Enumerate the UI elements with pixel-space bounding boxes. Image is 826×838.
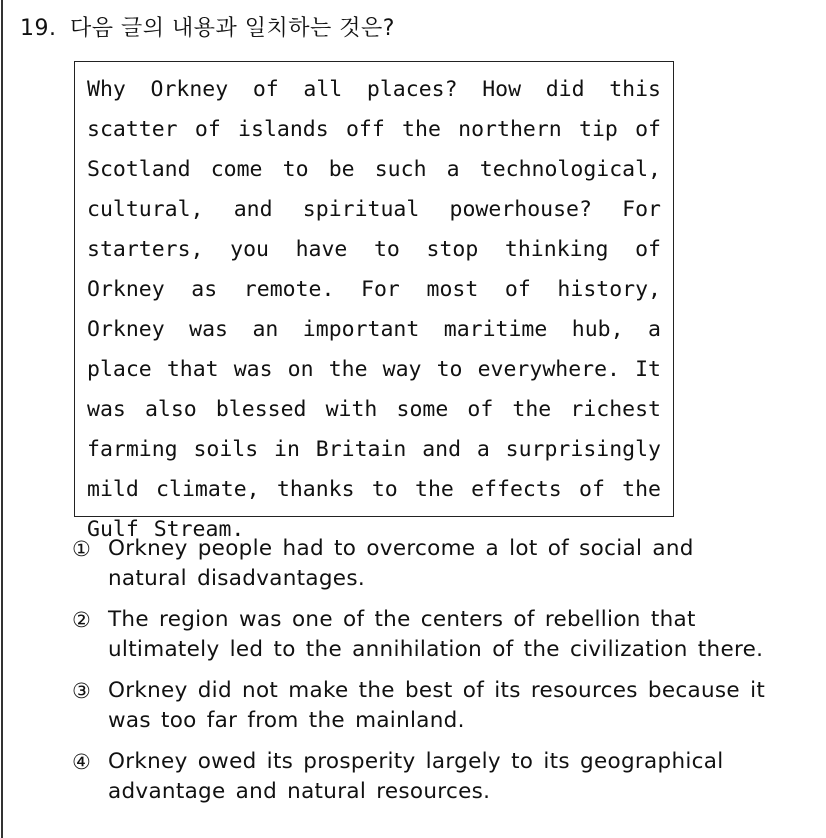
page-left-border [1, 0, 3, 838]
choice-text: Orkney people had to overcome a lot of social and natural disadvantages. [108, 536, 694, 591]
choice-text: Orkney did not make the best of its resources because it was too far from the mainland. [108, 678, 766, 733]
question-number: 19. [20, 16, 57, 41]
choice-text: Orkney owed its prosperity largely to its geographical advantage and natural resources. [108, 749, 724, 804]
choice-3[interactable] [72, 676, 772, 736]
question-header [20, 14, 395, 44]
passage-box [74, 61, 674, 542]
choice-number: ① [72, 537, 91, 561]
choice-text: The region was one of the centers of rebellion that ultimately led to the annihilation of the civilization there. [108, 607, 764, 662]
choice-1[interactable] [72, 534, 772, 594]
choice-number: ③ [72, 679, 91, 703]
choice-number: ② [72, 608, 91, 632]
choice-4[interactable] [72, 747, 772, 807]
passage-text: Why Orkney of all places? How did this scatter of islands off the northern tip of Scotland come to be such a technological, cultural, and spiritual powerhouse? For starters, you have to stop thinking of Orkney as remote. For most of history, Orkney was an important maritime hub, a place that was on the way to everywhere. It was also blessed with some of the richest farming soils in Britain and a surprisingly mild climate, thanks to the effects of the Gulf Stream. [87, 77, 661, 542]
answer-choices [72, 534, 772, 818]
choice-2[interactable] [72, 605, 772, 665]
question-prompt: 다음 글의 내용과 일치하는 것은? [70, 16, 395, 41]
choice-number: ④ [72, 750, 91, 774]
